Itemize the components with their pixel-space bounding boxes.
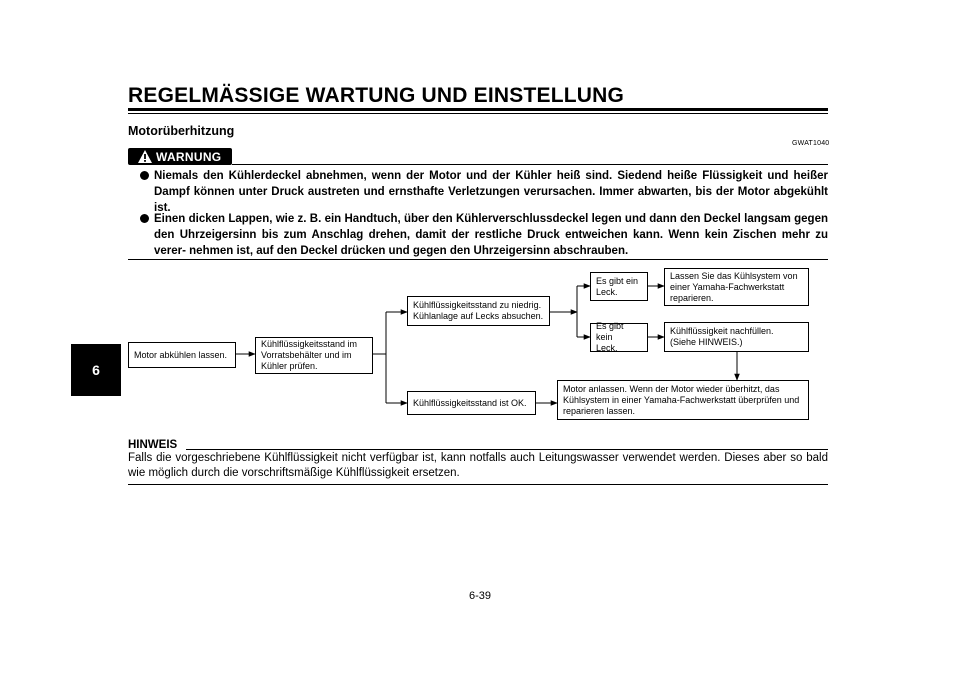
note-text: Falls die vorgeschriebene Kühlflüssigkeit nicht verfügbar ist, kann notfalls auch Leitungswasser verwendet werden. Dieses aber so bald wie möglich durch die vorschriftsmäßige Kühlflüssigkeit ersetzen.	[128, 452, 828, 479]
flow-box-refill	[664, 322, 809, 352]
flow-box-check-level	[255, 337, 373, 374]
flow-box-text: Kühler prüfen.	[261, 361, 318, 371]
flow-box-text: reparieren lassen.	[563, 405, 636, 416]
note-rule	[186, 449, 828, 450]
flow-box-text: Kühlflüssigkeitsstand zu niedrig.	[413, 300, 542, 310]
flow-box-text: Leck.	[596, 286, 618, 297]
page-title: REGELMÄSSIGE WARTUNG UND EINSTELLUNG	[128, 84, 625, 107]
flow-box-text: Kühlflüssigkeitsstand ist OK.	[413, 397, 527, 408]
flow-box-text: Lassen Sie das Kühlsystem von	[670, 270, 798, 281]
flow-box-text: Es gibt ein	[596, 275, 639, 286]
flow-box-text: einer Yamaha-Fachwerkstatt	[670, 281, 785, 292]
flow-box-text: Motor anlassen. Wenn der Motor wieder überhitzt, das	[563, 383, 780, 394]
flow-box-level-low	[407, 296, 550, 326]
section-heading: Motorüberhitzung	[128, 124, 235, 138]
note-heading: HINWEIS	[128, 439, 178, 451]
flow-box-text: Motor abkühlen lassen.	[134, 349, 228, 360]
flow-box-text: Vorratsbehälter und im	[261, 350, 352, 360]
page-number: 6-39	[468, 590, 492, 602]
chapter-tab: 6	[71, 344, 121, 396]
flow-box-text: Leck.	[596, 343, 618, 353]
note-end-rule	[128, 484, 828, 485]
flow-box-text: Kühlsystem in einer Yamaha-Fachwerkstatt überprüfen und	[563, 394, 800, 405]
flow-box-level-ok	[407, 391, 536, 415]
flow-box-text: (Siehe HINWEIS.)	[670, 337, 743, 347]
warning-item-text: Einen dicken Lappen, wie z. B. ein Handtuch, über den Kühlerverschlussdeckel legen und dann den Deckel langsam gegen den Uhrzeigersinn bis zum Anschlag drehen, damit der restliche Druck entweichen kann. Wenn kein Zischen mehr zu verer- nehmen ist, auf den Deckel drücken und gegen den Uhrzeigersinn abschrauben.	[154, 213, 828, 257]
warning-item-text: Niemals den Kühlerdeckel abnehmen, wenn der Motor und der Kühler heiß sind. Siedend heiße Flüssigkeit und heißer Dampf können unter Druck austreten und ernsthafte Verletzungen verursachen. Immer abwarten, bis der Motor abgekühlt ist.	[154, 170, 828, 214]
flow-box-start-engine	[557, 380, 809, 420]
warning-label: WARNUNG	[156, 149, 222, 164]
flow-box-text: Es gibt kein	[596, 321, 624, 342]
flow-box-text: Kühlanlage auf Lecks absuchen.	[413, 311, 544, 321]
document-code: GWAT1040	[792, 140, 830, 147]
flow-box-repair	[664, 268, 809, 306]
flow-box-text: Kühlflüssigkeitsstand im	[261, 339, 358, 349]
flow-box-text: Kühlflüssigkeit nachfüllen.	[670, 326, 774, 336]
flow-box-cool-down	[128, 342, 236, 368]
flow-box-leak-yes	[590, 272, 648, 301]
flow-box-text: reparieren.	[670, 292, 714, 303]
flow-box-leak-no	[590, 323, 648, 352]
